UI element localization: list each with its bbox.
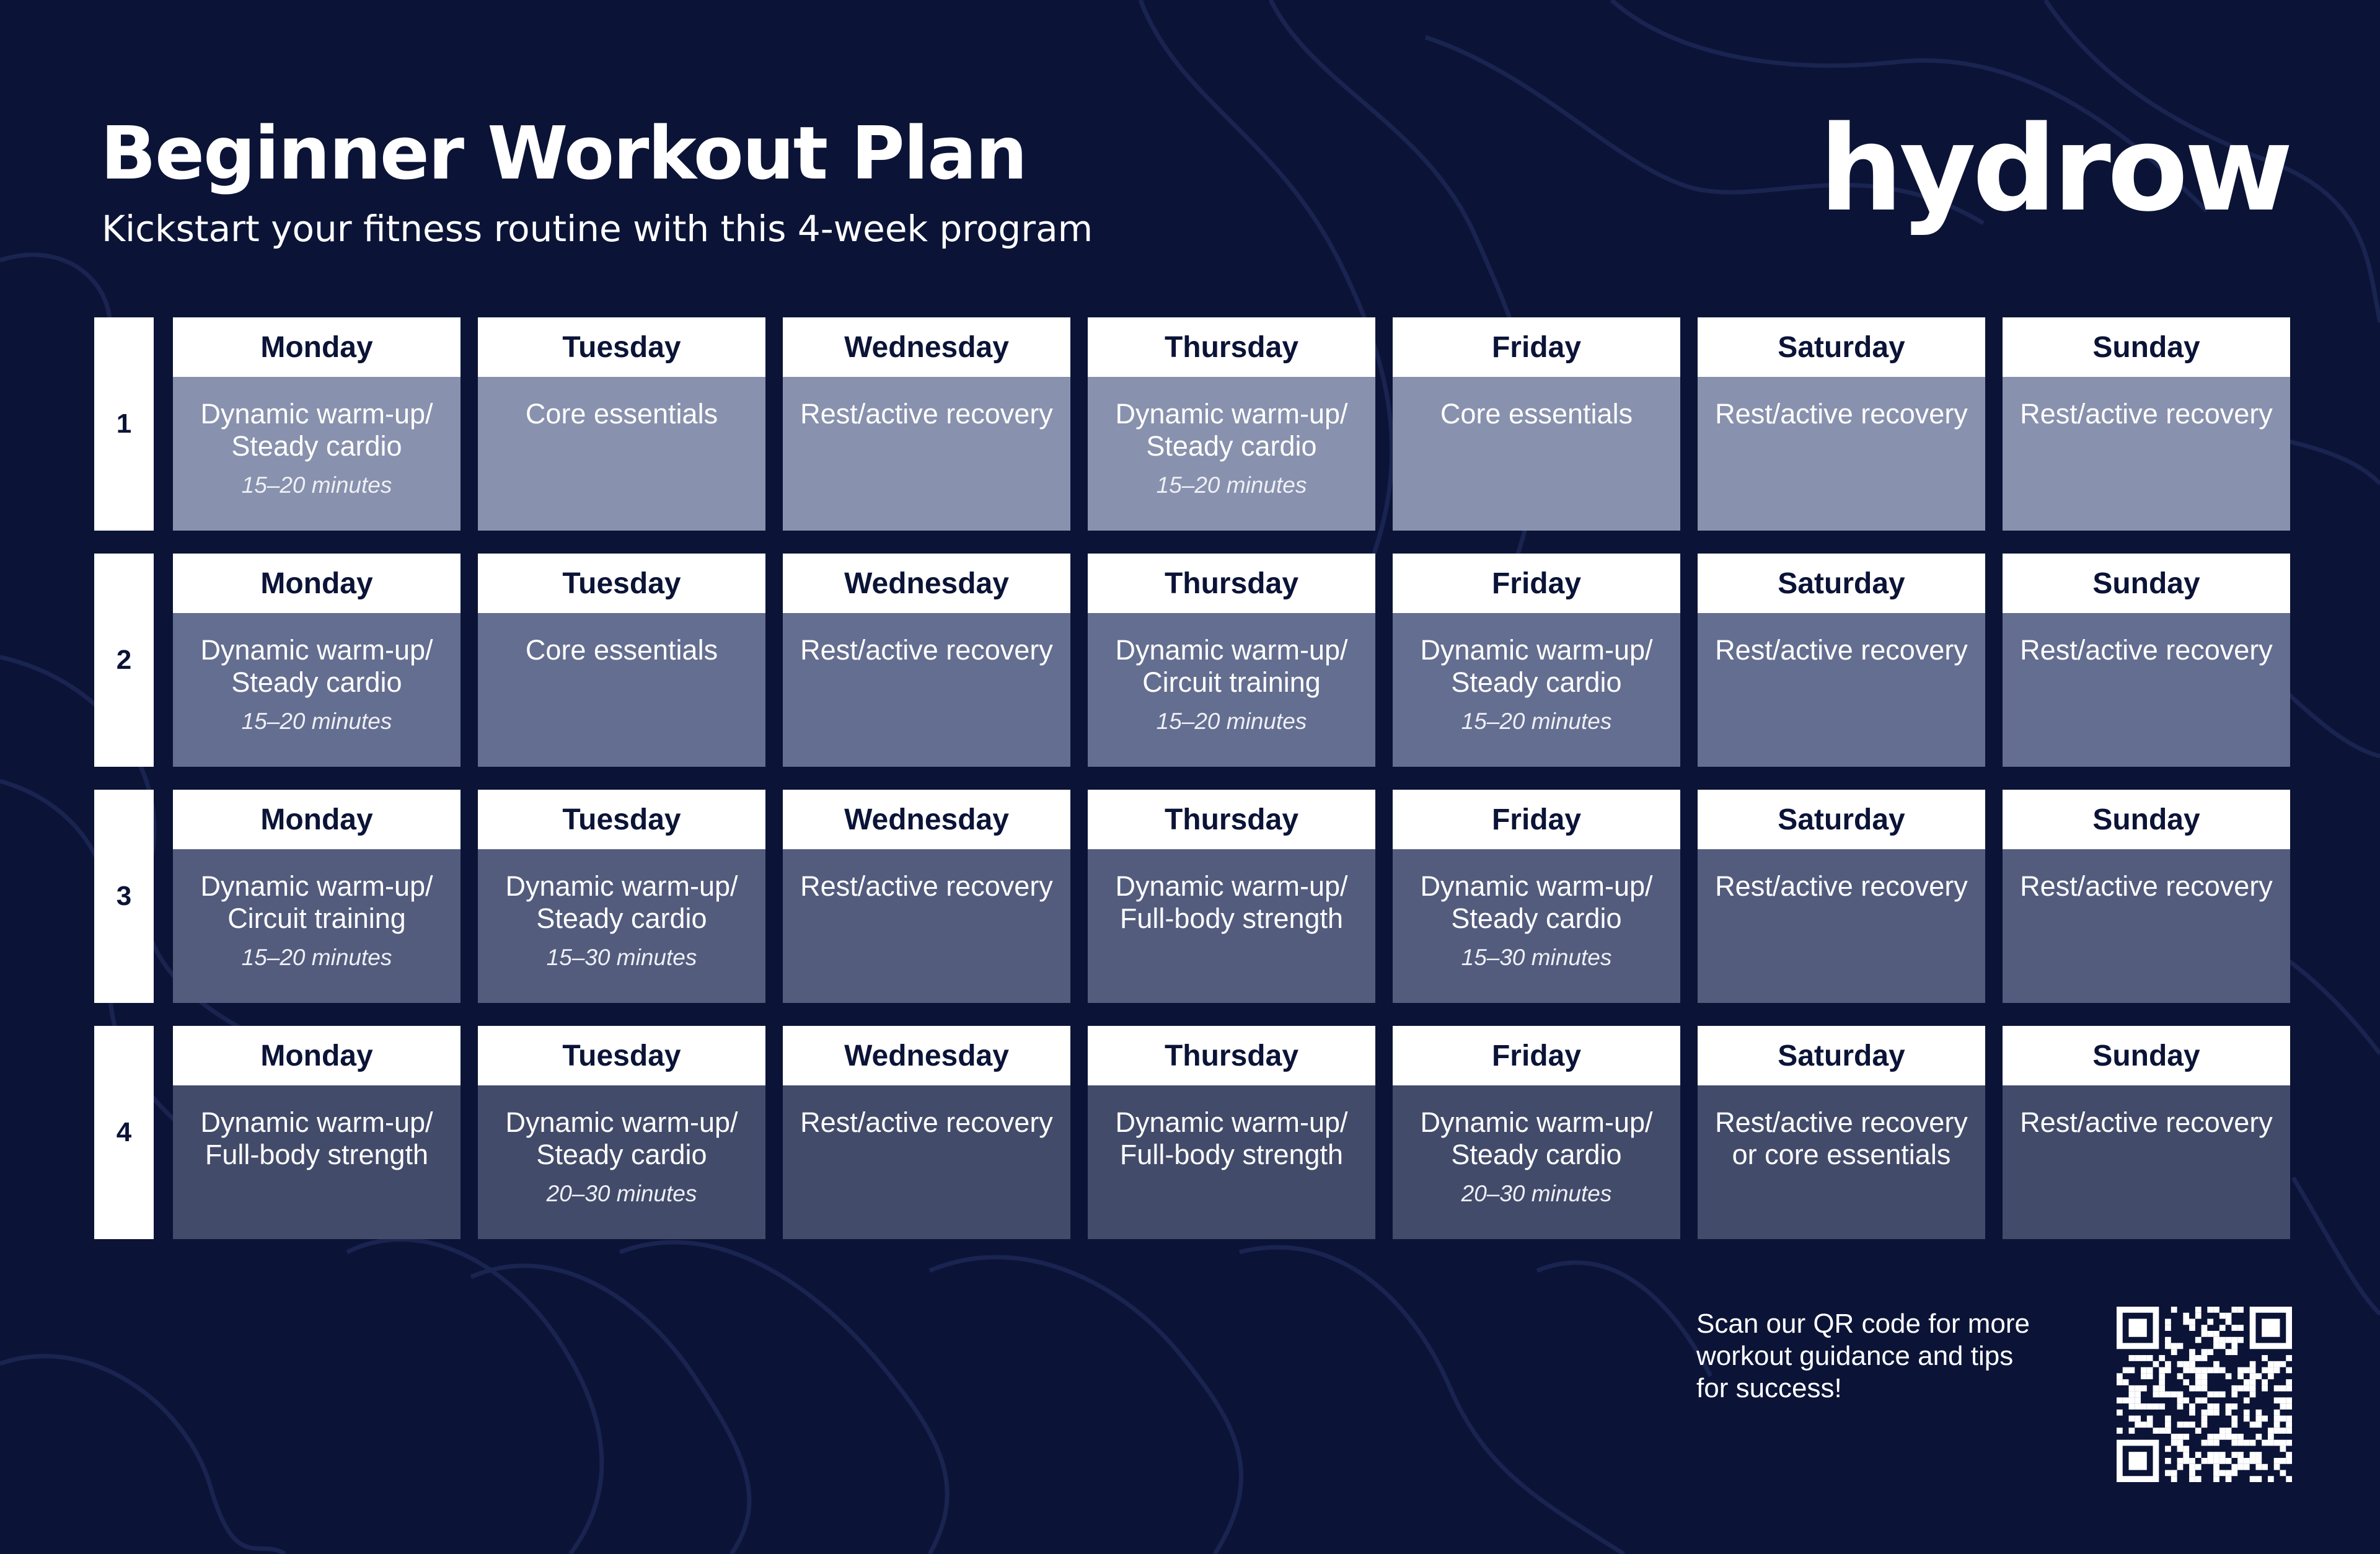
day-cell [1088,317,1375,531]
duration-text: 20–30 minutes [1461,1181,1612,1206]
day-body [783,613,1070,767]
activity-text: Core essentials [525,398,718,430]
day-body [2003,377,2290,531]
week-row [94,790,2291,1003]
day-cell [783,317,1070,531]
duration-text: 15–30 minutes [546,945,697,970]
day-cell [173,1026,461,1239]
activity-text: Rest/active recovery [800,870,1053,902]
activity-text: Dynamic warm-up/ Full-body strength [200,1106,433,1170]
day-header: Thursday [1088,790,1375,849]
day-header: Monday [173,1026,461,1085]
day-cell [2003,317,2290,531]
day-header: Sunday [2003,1026,2290,1085]
day-cell [478,554,765,767]
day-header: Wednesday [783,790,1070,849]
qr-code-icon[interactable] [2117,1307,2292,1482]
workout-schedule-grid [94,317,2291,1262]
day-body [1393,1085,1680,1239]
day-header: Monday [173,790,461,849]
day-body [478,1085,765,1239]
day-body [1088,849,1375,1003]
day-body [1088,377,1375,531]
day-header: Saturday [1698,554,1985,613]
day-header: Thursday [1088,1026,1375,1085]
page-title: Beginner Workout Plan [100,110,1026,196]
activity-text: Rest/active recovery [2020,870,2273,902]
activity-text: Core essentials [525,634,718,666]
day-body [1698,613,1985,767]
day-body [783,377,1070,531]
brand-logo: hydrow [1819,100,2290,237]
activity-text: Dynamic warm-up/ Full-body strength [1115,1106,1348,1170]
activity-text: Dynamic warm-up/ Steady cardio [1420,634,1653,698]
day-cell [783,790,1070,1003]
day-header: Thursday [1088,317,1375,377]
activity-text: Dynamic warm-up/ Steady cardio [200,398,433,462]
day-cell [173,790,461,1003]
day-cell [1698,554,1985,767]
activity-text: Rest/active recovery or core essentials [1715,1106,1968,1170]
day-header: Friday [1393,554,1680,613]
day-cell [478,1026,765,1239]
day-body [173,849,461,1003]
day-header: Wednesday [783,554,1070,613]
duration-text: 15–20 minutes [241,472,392,498]
day-cell [1088,790,1375,1003]
duration-text: 15–20 minutes [1461,709,1612,734]
activity-text: Dynamic warm-up/ Steady cardio [505,1106,738,1170]
day-cell [1698,790,1985,1003]
day-body [1698,849,1985,1003]
day-cell [2003,790,2290,1003]
duration-text: 20–30 minutes [546,1181,697,1206]
day-header: Sunday [2003,554,2290,613]
day-cell [1393,1026,1680,1239]
day-cell [478,317,765,531]
day-body [2003,849,2290,1003]
week-row [94,317,2291,531]
day-cell [783,554,1070,767]
day-cell [1698,317,1985,531]
day-body [173,1085,461,1239]
day-body [783,849,1070,1003]
day-cell [1698,1026,1985,1239]
day-cell [1088,554,1375,767]
day-body [1393,613,1680,767]
day-header: Wednesday [783,317,1070,377]
day-header: Tuesday [478,1026,765,1085]
duration-text: 15–20 minutes [241,945,392,970]
day-body [1088,1085,1375,1239]
week-number: 3 [94,790,154,1003]
activity-text: Dynamic warm-up/ Steady cardio [200,634,433,698]
day-cell [173,317,461,531]
day-header: Tuesday [478,790,765,849]
day-header: Sunday [2003,790,2290,849]
activity-text: Dynamic warm-up/ Circuit training [1115,634,1348,698]
week-row [94,554,2291,767]
day-body [173,377,461,531]
week-row [94,1026,2291,1239]
day-header: Saturday [1698,317,1985,377]
day-header: Saturday [1698,790,1985,849]
day-body [1088,613,1375,767]
day-cell [1393,317,1680,531]
qr-caption: Scan our QR code for more workout guidance and tips for success! [1696,1309,2030,1403]
day-header: Friday [1393,1026,1680,1085]
day-cell [2003,1026,2290,1239]
day-body [478,613,765,767]
week-number: 4 [94,1026,154,1239]
day-body [1393,377,1680,531]
day-body [478,377,765,531]
day-header: Tuesday [478,317,765,377]
duration-text: 15–20 minutes [241,709,392,734]
day-header: Thursday [1088,554,1375,613]
day-header: Monday [173,554,461,613]
day-cell [1088,1026,1375,1239]
day-body [2003,613,2290,767]
day-cell [478,790,765,1003]
activity-text: Rest/active recovery [800,1106,1053,1138]
day-body [1393,849,1680,1003]
day-cell [173,554,461,767]
activity-text: Dynamic warm-up/ Steady cardio [1420,1106,1653,1170]
week-number: 1 [94,317,154,531]
day-cell [783,1026,1070,1239]
activity-text: Dynamic warm-up/ Full-body strength [1115,870,1348,934]
duration-text: 15–20 minutes [1156,472,1307,498]
activity-text: Dynamic warm-up/ Steady cardio [1420,870,1653,934]
week-number: 2 [94,554,154,767]
activity-text: Dynamic warm-up/ Steady cardio [1115,398,1348,462]
day-cell [1393,554,1680,767]
activity-text: Rest/active recovery [800,634,1053,666]
activity-text: Core essentials [1440,398,1633,430]
day-header: Tuesday [478,554,765,613]
activity-text: Rest/active recovery [2020,398,2273,430]
activity-text: Dynamic warm-up/ Circuit training [200,870,433,934]
day-body [2003,1085,2290,1239]
day-header: Wednesday [783,1026,1070,1085]
activity-text: Rest/active recovery [2020,1106,2273,1138]
day-header: Sunday [2003,317,2290,377]
page-subtitle: Kickstart your fitness routine with this 4-week program [102,208,1093,250]
activity-text: Rest/active recovery [1715,870,1968,902]
day-body [1698,1085,1985,1239]
activity-text: Rest/active recovery [2020,634,2273,666]
day-body [1698,377,1985,531]
activity-text: Rest/active recovery [1715,634,1968,666]
activity-text: Dynamic warm-up/ Steady cardio [505,870,738,934]
duration-text: 15–20 minutes [1156,709,1307,734]
day-cell [1393,790,1680,1003]
day-header: Friday [1393,317,1680,377]
day-body [783,1085,1070,1239]
day-header: Monday [173,317,461,377]
day-header: Saturday [1698,1026,1985,1085]
activity-text: Rest/active recovery [800,398,1053,430]
day-cell [2003,554,2290,767]
activity-text: Rest/active recovery [1715,398,1968,430]
day-header: Friday [1393,790,1680,849]
day-body [173,613,461,767]
duration-text: 15–30 minutes [1461,945,1612,970]
day-body [478,849,765,1003]
